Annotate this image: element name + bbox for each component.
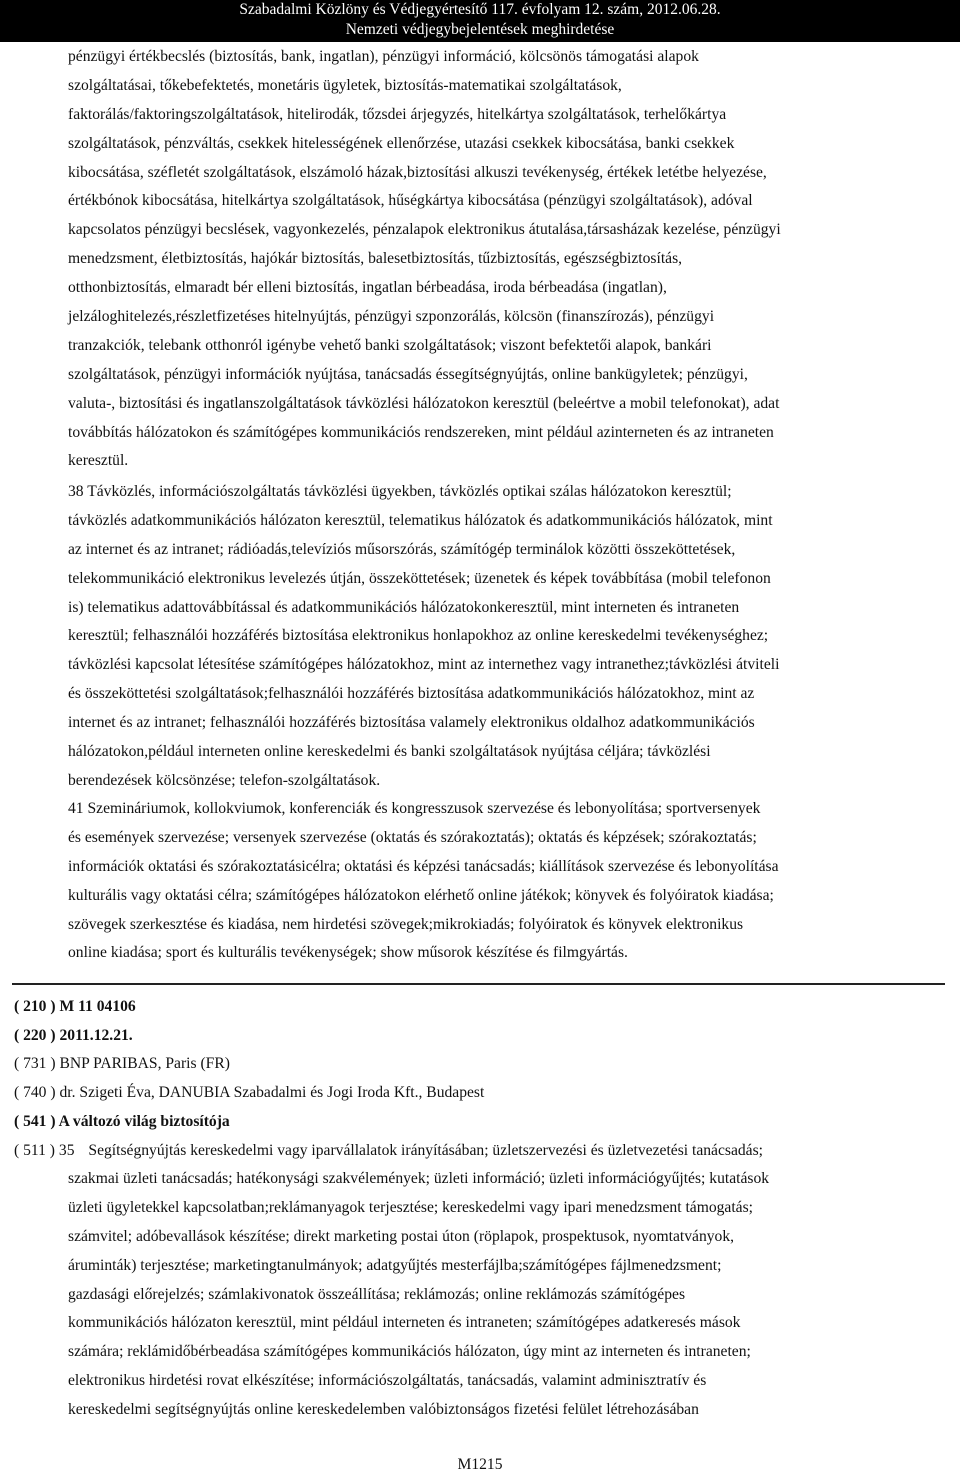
field-511 xyxy=(14,1141,763,1161)
field-210 xyxy=(14,997,136,1017)
class-35-first-line: Segítségnyújtás kereskedelmi vagy iparvállalatok irányításában; üzletszervezési és üzletvezetési tanácsadás; xyxy=(88,1142,763,1159)
text-line: keresztül; felhasználói hozzáférés biztosítása elektronikus honlapokhoz az online kereskedelmi tevékenységhez; xyxy=(68,627,769,645)
text-line: is) telematikus adattovábbítással és adatkommunikációs hálózatokonkeresztül, mint interneten és intraneten xyxy=(68,598,740,616)
text-line: kibocsátása, széfletét szolgáltatások, elszámoló házak,biztosítási alkuszi tevékenység, értékek letétbe helyezése, xyxy=(68,163,767,181)
text-line: és összeköttetési szolgáltatások;felhasználói hozzáférés biztosítása adatkommunikációs hálózatokhoz, mint az xyxy=(68,685,755,703)
text-line: szolgáltatások, pénzváltás, csekkek hitelességének ellenőrzése, utazási csekkek kibocsátása, banki csekkek xyxy=(68,134,735,152)
text-line: szolgáltatásai, tőkebefektetés, monetáris ügyletek, biztosítás-matematikai szolgáltatások, xyxy=(68,76,622,94)
field-731 xyxy=(14,1054,230,1074)
text-line: telekommunikáció elektronikus levelezés útján, összeköttetések; üzenetek és képek továbbítása (mobil telefonon xyxy=(68,569,771,587)
field-220 xyxy=(14,1026,133,1046)
class-number: 35 xyxy=(58,1142,75,1159)
text-line: szolgáltatások, pénzügyi információk nyújtása, tanácsadás éssegítségnyújtás, online bankügyletek; pénzügyi, xyxy=(68,365,748,383)
field-740 xyxy=(14,1083,484,1103)
filing-date: 2011.12.21. xyxy=(59,1027,133,1044)
text-line: továbbítás hálózatokon és számítógépes kommunikációs rendszereken, mint például azinterneten és az intraneten xyxy=(68,423,774,441)
class-38-paragraph xyxy=(68,478,916,796)
text-line: gazdasági előrejelzés; számlakivonatok összeállítása; reklámozás; online reklámozás számítógépes xyxy=(68,1285,686,1303)
record-separator xyxy=(12,983,945,985)
field-740-code: ( 740 ) xyxy=(14,1084,56,1101)
text-line: szövegek szerkesztése és kiadása, nem hirdetési szövegek;mikrokiadás; folyóiratok és könyvek elektronikus xyxy=(68,915,744,933)
class-36-continuation xyxy=(68,43,916,476)
text-line: berendezések kölcsönzése; telefon-szolgáltatások. xyxy=(68,771,381,789)
text-line: menedzsment, életbiztosítás, hajókár biztosítás, balesetbiztosítás, tűzbiztosítás, egészségbiztosítás, xyxy=(68,250,683,268)
text-line: és események szervezése; versenyek szervezése (oktatás és szórakoztatás); oktatás és képzések; szórakoztatás; xyxy=(68,828,757,846)
text-line: elektronikus hirdetési rovat elkészítése; információszolgáltatás, tanácsadás, valamint adminisztratív és xyxy=(68,1372,707,1390)
text-line: 38 Távközlés, információszolgáltatás távközlési ügyekben, távközlés optikai szálas hálózatokon keresztül; xyxy=(68,483,732,500)
text-line: hálózatokon,például interneten online kereskedelmi és banki szolgáltatások nyújtása céljára; távközlési xyxy=(68,743,711,761)
representative: dr. Szigeti Éva, DANUBIA Szabadalmi és Jogi Iroda Kft., Budapest xyxy=(59,1084,485,1101)
field-210-code: ( 210 ) xyxy=(14,998,56,1015)
text-line: otthonbiztosítás, elmaradt bér elleni biztosítás, ingatlan bérbeadása, iroda bérbeadása (ingatlan), xyxy=(68,279,667,297)
text-line: pénzügyi értékbecslés (biztosítás, bank, ingatlan), pénzügyi információ, kölcsönös támogatási alapok xyxy=(68,48,699,65)
text-line: szakmai üzleti tanácsadás; hatékonysági szakvélemények; üzleti információ; üzleti információgyűjtés; kutatások xyxy=(68,1170,770,1187)
text-line: távközlési kapcsolat létesítése számítógépes hálózatokhoz, mint az internethez vagy intranethez;távközlési átviteli xyxy=(68,656,780,674)
field-511-code: ( 511 ) xyxy=(14,1142,55,1159)
field-541 xyxy=(14,1112,230,1132)
text-line: 41 Szemináriumok, kollokviumok, konferenciák és kongresszusok szervezése és lebonyolítása; sportversenyek xyxy=(68,800,761,817)
text-line: kapcsolatos pénzügyi becslések, vagyonkezelés, pénzalapok elektronikus átutalása,társasházak kezelése, pénzügyi xyxy=(68,221,781,239)
field-220-code: ( 220 ) xyxy=(14,1027,56,1044)
text-line: online kiadása; sport és kulturális tevékenységek; show műsorok készítése és filmgyártás. xyxy=(68,944,628,962)
text-line: információk oktatási és szórakoztatásicélra; oktatási és képzési tanácsadás; kiállítások szervezése és lebonyolítása xyxy=(68,857,779,875)
text-line: valuta-, biztosítási és ingatlanszolgáltatások távközlési hálózatokon keresztül (beleértve a mobil telefonokat), adat xyxy=(68,394,780,412)
class-35-paragraph xyxy=(68,1165,928,1425)
class-41-paragraph xyxy=(68,795,916,968)
field-541-code: ( 541 ) xyxy=(14,1113,56,1130)
text-line: kereskedelmi segítségnyújtás online kereskedelemben valóbiztonságos fizetési felület létrehozásában xyxy=(68,1401,699,1419)
text-line: kulturális vagy oktatási célra; számítógépes hálózatokon elérhető online játékok; könyvek és folyóiratok kiadása; xyxy=(68,886,774,904)
applicant: BNP PARIBAS, Paris (FR) xyxy=(59,1055,230,1072)
application-number: M 11 04106 xyxy=(59,998,136,1015)
text-line: faktorálás/faktoringszolgáltatások, hitelirodák, tőzsdei árjegyzés, hitelkártya szolgáltatások, terhelőkártya xyxy=(68,105,727,123)
text-line: kommunikációs hálózaton keresztül, mint például interneten és intraneten; számítógépes adatkeresés mások xyxy=(68,1314,741,1332)
text-line: jelzáloghitelezés,részletfizetéses hitelnyújtás, pénzügyi szponzorálás, kölcsön (finanszírozás), pénzügyi xyxy=(68,308,715,326)
text-line: az internet és az intranet; rádióadás,televíziós műsorszórás, számítógép terminálok közötti összeköttetések, xyxy=(68,540,736,558)
text-line: értékbónok kibocsátása, hitelkártya szolgáltatások, hűségkártya kibocsátása (pénzügyi szolgáltatások), adóval xyxy=(68,192,753,210)
text-line: áruminták) terjesztése; marketingtanulmányok; adatgyűjtés mesterfájlba;számítógépes fájlmenedzsment; xyxy=(68,1256,722,1274)
page-number: M1215 xyxy=(457,1456,503,1473)
page-header xyxy=(0,0,960,42)
text-line: internet és az intranet; felhasználói hozzáférés biztosítása valamely elektronikus oldalhoz adatkommunikációs xyxy=(68,714,755,732)
text-line: számára; reklámidőbérbeadása számítógépes kommunikációs hálózaton, úgy mint az interneten és intraneten; xyxy=(68,1343,751,1361)
trademark-text: A változó világ biztosítója xyxy=(58,1113,230,1130)
text-line: távközlés adatkommunikációs hálózaton keresztül, telematikus hálózatok és adatkommunikációs hálózatok, mint xyxy=(68,511,773,529)
text-line: üzleti ügyletekkel kapcsolatban;reklámanyagok terjesztése; kereskedelmi vagy ipari menedzsment támogatás; xyxy=(68,1198,753,1216)
text-line: tranzakciók, telebank otthonról igénybe vehető banki szolgáltatások; viszont befektetői alapok, bankári xyxy=(68,336,712,354)
section-title: Nemzeti védjegybejelentések meghirdetése xyxy=(345,21,615,38)
field-731-code: ( 731 ) xyxy=(14,1055,56,1072)
text-line: keresztül. xyxy=(68,452,129,470)
text-line: számvitel; adóbevallások készítése; direkt marketing postai úton (röplapok, prospektusok, nyomtatványok, xyxy=(68,1227,735,1245)
journal-title: Szabadalmi Közlöny és Védjegyértesítő 117. évfolyam 12. szám, 2012.06.28. xyxy=(239,1,721,18)
